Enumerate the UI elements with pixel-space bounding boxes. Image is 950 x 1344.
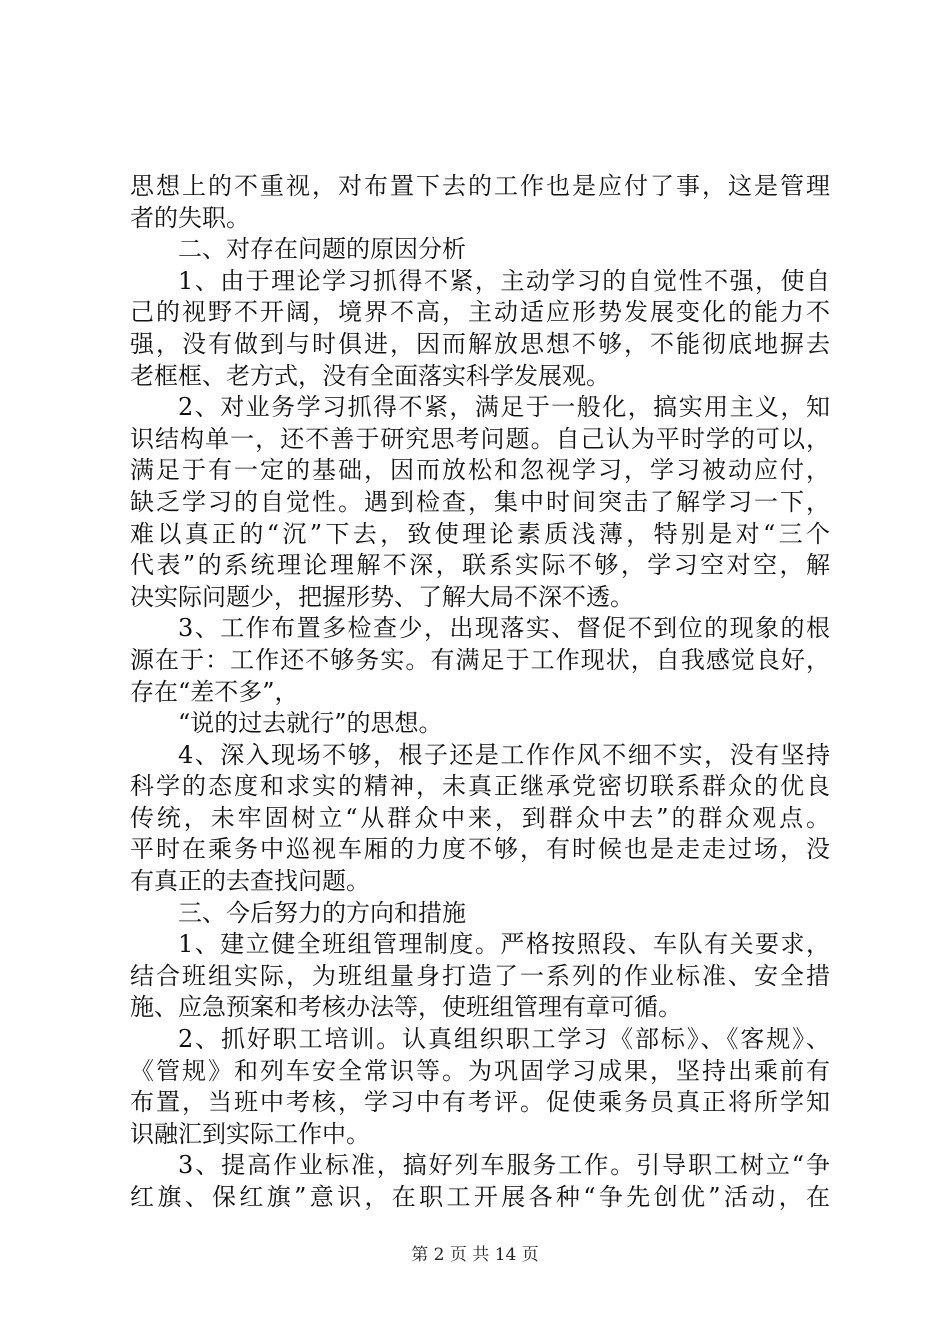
text-line: 强，没有做到与时俱进，因而解放思想不够，不能彻底地摒去	[130, 329, 830, 358]
text-line: 《管规》和列车安全常识等。为巩固学习成果，坚持出乘前有	[130, 1056, 830, 1085]
text-line: 决实际问题少，把握形势、了解大局不深不透。	[130, 582, 634, 611]
text-line: 三、今后努力的方向和措施	[178, 898, 466, 927]
text-line: 平时在乘务中巡视车厢的力度不够，有时候也是走走过场，没	[130, 835, 830, 864]
text-line: 1、由于理论学习抓得不紧，主动学习的自觉性不强，使自	[178, 266, 830, 295]
text-line: 识结构单一，还不善于研究思考问题。自己认为平时学的可以，	[130, 424, 830, 453]
text-line: 1、建立健全班组管理制度。严格按照段、车队有关要求，	[178, 930, 830, 959]
text-line: 有真正的去查找问题。	[130, 867, 370, 896]
text-line: 2、对业务学习抓得不紧，满足于一般化，搞实用主义，知	[178, 393, 830, 422]
text-line: 结合班组实际，为班组量身打造了一系列的作业标准、安全措	[130, 961, 830, 990]
text-line: 4、深入现场不够，根子还是工作作风不细不实，没有坚持	[178, 740, 830, 769]
text-line: 3、提高作业标准，搞好列车服务工作。引导职工树立“争	[178, 1151, 830, 1180]
text-line: 2、抓好职工培训。认真组织职工学习《部标》、《客规》、	[178, 1025, 830, 1054]
text-line: 缺乏学习的自觉性。遇到检查，集中时间突击了解学习一下，	[130, 487, 830, 516]
text-line: 满足于有一定的基础，因而放松和忽视学习，学习被动应付，	[130, 456, 830, 485]
text-line: 布置，当班中考核，学习中有考评。促使乘务员真正将所学知	[130, 1088, 830, 1117]
document-body	[130, 171, 830, 1214]
text-line: 识融汇到实际工作中。	[130, 1119, 370, 1148]
text-line: 施、应急预案和考核办法等，使班组管理有章可循。	[130, 993, 682, 1022]
page-number-footer: 第 2 页 共 14 页	[411, 1245, 539, 1265]
text-line: 二、对存在问题的原因分析	[178, 235, 466, 264]
text-line: 难以真正的“沉”下去，致使理论素质浅薄，特别是对“三个	[130, 519, 830, 548]
text-line: 思想上的不重视，对布置下去的工作也是应付了事，这是管理	[130, 172, 830, 200]
text-line: 红旗、保红旗”意识，在职工开展各种“争先创优”活动，在	[130, 1183, 830, 1211]
text-line: 者的失职。	[130, 203, 250, 232]
text-line: 老框框、老方式，没有全面落实科学发展观。	[130, 361, 610, 390]
text-line: “说的过去就行”的思想。	[178, 709, 443, 738]
text-line: 传统，未牢固树立“从群众中来，到群众中去”的群众观点。	[130, 803, 830, 832]
text-line: 3、工作布置多检查少，出现落实、督促不到位的现象的根	[178, 614, 830, 643]
text-line: 科学的态度和求实的精神，未真正继承党密切联系群众的优良	[130, 772, 830, 801]
text-line: 己的视野不开阔，境界不高，主动适应形势发展变化的能力不	[130, 298, 830, 327]
text-line: 代表”的系统理论理解不深，联系实际不够，学习空对空，解	[130, 551, 830, 580]
text-line: 源在于：工作还不够务实。有满足于工作现状，自我感觉良好，	[130, 645, 830, 674]
text-line: 存在“差不多”，	[130, 677, 299, 706]
